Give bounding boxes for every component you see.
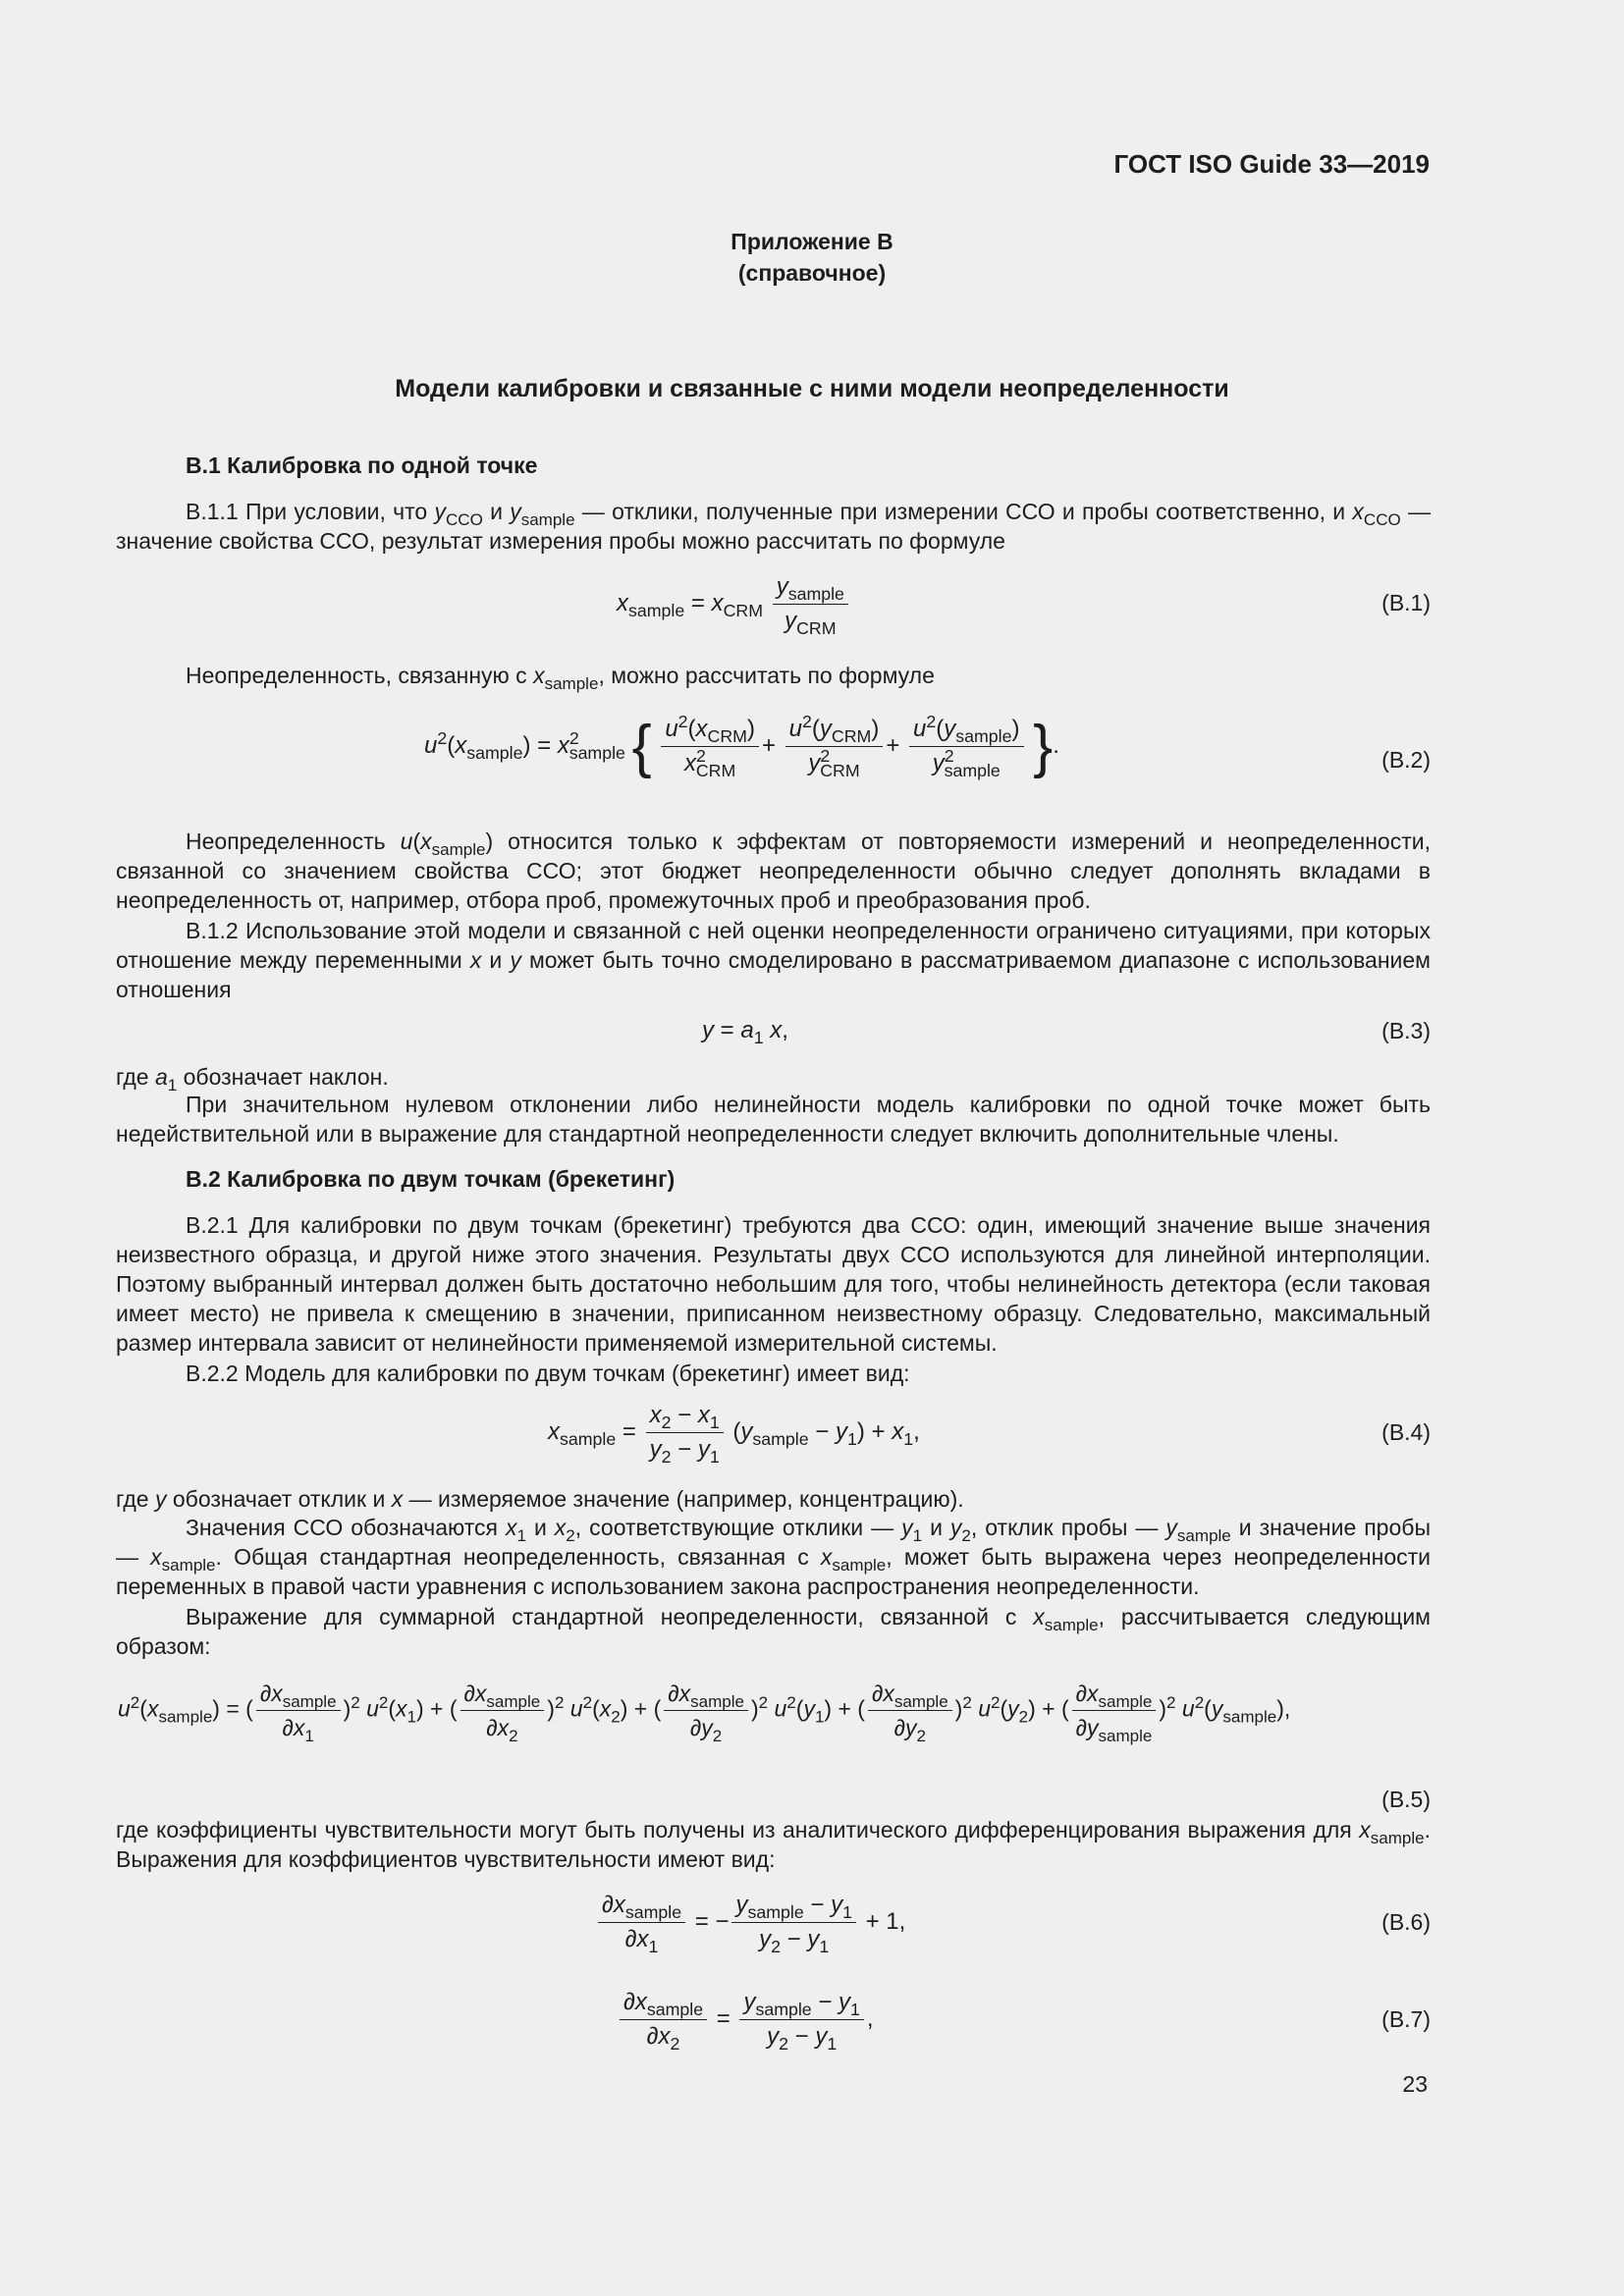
paragraph-uncertainty: Неопределенность, связанную с $x_{sample}$, можно рассчитать по формуле bbox=[186, 663, 935, 693]
paragraph-uncertainty-note: Неопределенность $u(x_{sample})$ относится только к эффектам от повторяемости измерений и неопределенности, связанной со значением свойства ССО; этот бюджет неопределенности обычно следует дополнять вкладами в неопределенность от, например, отбора проб, промежуточных проб и преобразования проб. bbox=[116, 828, 1431, 913]
paragraph-values: Значения ССО обозначаются $x_1$ и $x_2$, соответствующие отклики — $y_1$ и $y_2$, отклик пробы — $y_{sample}$ и значение пробы — $x_{sample}$. Общая стандартная неопределенность, связанная с $x_{sample}$, может быть выражена через неопределенности переменных в правой части уравнения с использованием закона распространения неопределенности. bbox=[116, 1515, 1431, 1599]
equation-number: (В.3) bbox=[1381, 1018, 1431, 1043]
equation-b6: $\frac{\partial x_{sample}}{\partial x_1}$ = − $\frac{y_{sample} - y_1}{y_2 - y_1}$ + 1, bbox=[595, 1891, 905, 1954]
equation-number: (В.2) bbox=[1381, 747, 1431, 773]
equation-b1: $x_{sample} = x_{CRM}$ $\frac{y_{sample}}{y_{CRM}}$ bbox=[617, 572, 851, 636]
equation-number: (В.5) bbox=[1381, 1787, 1431, 1812]
paragraph-nonlinearity: При значительном нулевом отклонении либо нелинейности модель калибровки по одной точке может быть недействительной или в выражение для стандартной неопределенности следует включить дополнительные члены. bbox=[116, 1092, 1431, 1147]
equation-number: (В.6) bbox=[1381, 1909, 1431, 1935]
paragraph-b12: В.1.2 Использование этой модели и связанной с ней оценки неопределенности ограничено ситуациями, при которых отношение между переменными x и y может быть точно смоделировано в рассматриваемом диапазоне с использованием отношения bbox=[116, 918, 1431, 1002]
b1-heading: В.1 Калибровка по одной точке bbox=[186, 453, 538, 478]
b2-heading: В.2 Калибровка по двум точкам (брекетинг) bbox=[186, 1166, 676, 1192]
paragraph-coefficients: где коэффициенты чувствительности могут быть получены из аналитического дифференцирования выражения для $x_{sample}$. Выражения для коэффициентов чувствительности имеют вид: bbox=[116, 1817, 1431, 1872]
where-response: где y обозначает отклик и x — измеряемое значение (например, концентрацию). bbox=[116, 1486, 964, 1512]
equation-b2: $u^2(x_{sample}) = x^2_{sample}$ { $\frac{u^2(x_{CRM})}{x^2_{CRM}}$ + $\frac{u^2(y_{CRM})}{y^2_{CRM}}$ + $\frac{u^2(y_{sample})}{y^2_{sample}}$ }. bbox=[424, 712, 1059, 781]
appendix-subtitle: (справочное) bbox=[737, 260, 887, 286]
appendix-title: Приложение В bbox=[731, 229, 893, 254]
equation-b7: $\frac{\partial x_{sample}}{\partial x_2}$ = $\frac{y_{sample} - y_1}{y_2 - y_1}$ , bbox=[617, 1988, 874, 2052]
paragraph-combined: Выражение для суммарной стандартной неопределенности, связанной с $x_{sample}$, рассчитывается следующим образом: bbox=[116, 1604, 1431, 1659]
paragraph-b11: В.1.1 При условии, что $y_{CCO}$ и $y_{sample}$ — отклики, полученные при измерении ССО и пробы соответственно, и $x_{CCO}$ — значение свойства ССО, результат измерения пробы можно рассчитать по формуле bbox=[116, 499, 1431, 554]
equation-b4: $x_{sample}$ = $\frac{x_2 - x_1}{y_2 - y_1}$ $(y_{sample} - y_1) + x_1$, bbox=[548, 1402, 920, 1468]
paragraph-b22: В.2.2 Модель для калибровки по двум точкам (брекетинг) имеет вид: bbox=[186, 1361, 910, 1386]
document-code: ГОСТ ISO Guide 33—2019 bbox=[1113, 149, 1430, 179]
equation-b3: $y = a_1$ x, bbox=[702, 1017, 788, 1048]
where-slope: где $a_1$ обозначает наклон. bbox=[116, 1064, 389, 1095]
equation-number: (В.4) bbox=[1381, 1419, 1431, 1445]
page-number: 23 bbox=[1402, 2071, 1428, 2097]
equation-b5: $u^2(x_{sample})$ = ( $\frac{\partial x_{sample}}{\partial x_1}$ )$^2$ $u^2(x_1)$ + ( $\frac{\partial x_{sample}}{\partial x_2}$ )$^2$ $u^2(x_2)$ + ( $\frac{\partial x_{sample}}{\partial y_2}$ )$^2$ $u^2(y_1)$ + ( $\frac{\partial x_{sample}}{\partial y_2}$ )$^2$ $u^2(y_2)$ + ( $\frac{\partial x_{sample}}{\partial y_{sample}}$ )$^2$ $u^2(y_{sample})$, bbox=[118, 1681, 1291, 1745]
equation-number: (В.1) bbox=[1381, 590, 1431, 615]
equation-number: (В.7) bbox=[1381, 2006, 1431, 2032]
paragraph-b21: В.2.1 Для калибровки по двум точкам (брекетинг) требуются два ССО: один, имеющий значение выше значения неизвестного образца, и другой ниже этого значения. Результаты двух ССО используются для линейной интерполяции. Поэтому выбранный интервал должен быть достаточно небольшим для того, чтобы нелинейность детектора (если таковая имеет место) не привела к смещению в значении, приписанном неизвестному образцу. Следовательно, максимальный размер интервала зависит от нелинейности применяемой измерительной системы. bbox=[116, 1212, 1431, 1356]
section-title: Модели калибровки и связанные с ними модели неопределенности bbox=[395, 375, 1229, 402]
